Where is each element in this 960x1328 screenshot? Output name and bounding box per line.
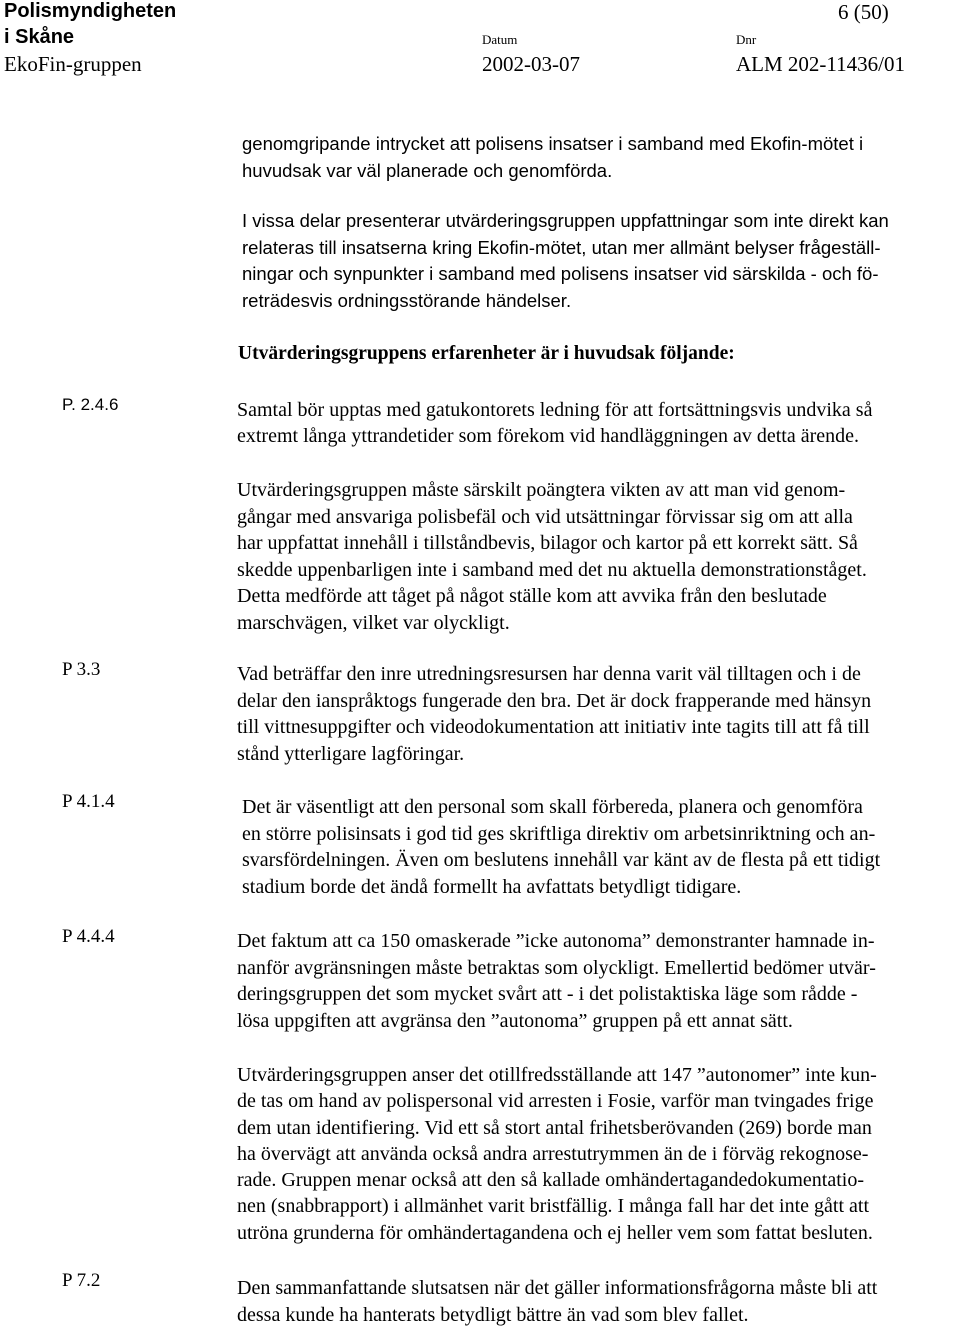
text-line: rade. Gruppen menar också att den så kallade omhändertagandedokumentatio- bbox=[237, 1169, 864, 1192]
text-line: stånd ytterligare lagföringar. bbox=[237, 742, 465, 765]
reference-label: P. 2.4.6 bbox=[62, 395, 119, 414]
finding-paragraph bbox=[237, 1062, 877, 1246]
text-line: nen (snabbrapport) i allmänhet varit bristfällig. I många fall har det inte gått att bbox=[237, 1195, 870, 1218]
text-line: Vad beträffar den inre utredningsresursen har denna varit väl tilltagen och i de bbox=[237, 663, 861, 685]
finding-paragraph bbox=[237, 661, 871, 767]
reference-label: P 7.2 bbox=[62, 1270, 101, 1291]
text-line: Den sammanfattande slutsatsen när det gäller informationsfrågorna måste bli att bbox=[237, 1277, 878, 1299]
text-line: I vissa delar presenterar utvärderingsgruppen uppfattningar som inte direkt kan bbox=[242, 210, 889, 231]
text-line: reträdesvis ordningsstörande händelser. bbox=[242, 289, 572, 311]
intro-paragraph-1 bbox=[242, 130, 863, 184]
date-label: Datum bbox=[482, 32, 518, 47]
page-number: 6 (50) bbox=[838, 0, 889, 24]
org-region: i Skåne bbox=[4, 26, 75, 48]
text-line: delar den ianspråktogs fungerade den bra. Det är dock frapperande med hänsyn bbox=[237, 689, 872, 712]
text-line: svarsfördelningen. Även om beslutens innehåll var känt av de flesta på ett tidigt bbox=[242, 849, 881, 872]
text-line: till vittnesuppgifter och videodokumentation att initiativ inte tagits till att få till bbox=[237, 716, 870, 739]
reference-label: P 4.4.4 bbox=[62, 926, 115, 947]
text-line: Det faktum att ca 150 omaskerade ”icke autonoma” demonstranter hamnade in- bbox=[237, 930, 875, 952]
intro-paragraph-2 bbox=[242, 208, 889, 314]
group-name: EkoFin-gruppen bbox=[4, 52, 142, 76]
text-line: skedde uppenbarligen inte i samband med det nu aktuella demonstrationståget. bbox=[237, 558, 867, 581]
text-line: relateras till insatserna kring Ekofin-mötet, utan mer allmänt belyser frågeställ- bbox=[242, 236, 881, 258]
text-line: utröna grunderna för omhändertagandena och ej heller vem som fattat besluten. bbox=[237, 1221, 873, 1244]
org-name: Polismyndigheten bbox=[4, 0, 177, 22]
finding-paragraph bbox=[237, 477, 867, 637]
reference-label: P 3.3 bbox=[62, 659, 101, 680]
finding-paragraph bbox=[237, 397, 872, 449]
text-line: Det är väsentligt att den personal som skall förbereda, planera och genomföra bbox=[242, 796, 863, 818]
text-line: marschvägen, vilket var olyckligt. bbox=[237, 611, 510, 634]
text-line: de tas om hand av polispersonal vid arresten i Fosie, varför man tvingades frige bbox=[237, 1090, 874, 1113]
date-value: 2002-03-07 bbox=[482, 52, 580, 76]
dnr-label: Dnr bbox=[736, 32, 757, 47]
text-line: gångar med ansvariga polisbefäl och vid utsättningar förvissar sig om att alla bbox=[237, 505, 853, 528]
text-line: extremt långa yttrandetider som förekom vid handläggningen av detta ärende. bbox=[237, 425, 860, 447]
text-line: en större polisinsats i god tid ges skriftliga direktiv om arbetsinriktning och an- bbox=[242, 822, 876, 845]
reference-label: P 4.1.4 bbox=[62, 791, 115, 812]
text-line: ningar och synpunkter i samband med polisens insatser vid särskilda - och fö- bbox=[242, 263, 879, 284]
finding-paragraph bbox=[237, 928, 876, 1034]
text-line: dessa kunde ha hanterats betydligt bättre än vad som blev fallet. bbox=[237, 1303, 749, 1326]
text-line: Samtal bör upptas med gatukontorets ledning för att fortsättningsvis undvika så bbox=[237, 399, 873, 421]
text-line: stadium borde det ändå formellt ha avfattats betydligt tidigare. bbox=[242, 875, 742, 898]
section-heading: Utvärderingsgruppens erfarenheter är i huvudsak följande: bbox=[238, 343, 735, 364]
text-line: dem utan identifiering. Vid ett så stort antal frihetsberövanden (269) borde man bbox=[237, 1116, 872, 1139]
text-line: Utvärderingsgruppen måste särskilt poängtera vikten av att man vid genom- bbox=[237, 479, 846, 501]
text-line: har uppfattat innehåll i tillståndbevis, bilagor och kartor på ett korrekt sätt. Så bbox=[237, 532, 858, 555]
text-line: genomgripande intrycket att polisens insatser i samband med Ekofin-mötet i bbox=[242, 133, 864, 154]
text-line: lösa uppgiften att avgränsa den ”autonoma” gruppen på ett annat sätt. bbox=[237, 1009, 793, 1032]
text-line: deringsgruppen det som mycket svårt att - i det polistaktiska läge som rådde - bbox=[237, 983, 858, 1006]
finding-paragraph bbox=[237, 1275, 877, 1328]
text-line: ha övervägt att använda också andra arrestutrymmen än de i förväg rekognose- bbox=[237, 1142, 869, 1165]
text-line: nanför avgränsningen måste betraktas som olyckligt. Emellertid bedömer utvär- bbox=[237, 956, 876, 979]
finding-paragraph bbox=[242, 794, 880, 900]
text-line: huvudsak var väl planerade och genomförda. bbox=[242, 160, 613, 181]
text-line: Detta medförde att tåget på något ställe kom att avvika från den beslutade bbox=[237, 585, 827, 608]
dnr-value: ALM 202-11436/01 bbox=[736, 52, 905, 76]
text-line: Utvärderingsgruppen anser det otillfredsställande att 147 ”autonomer” inte kun- bbox=[237, 1064, 877, 1086]
